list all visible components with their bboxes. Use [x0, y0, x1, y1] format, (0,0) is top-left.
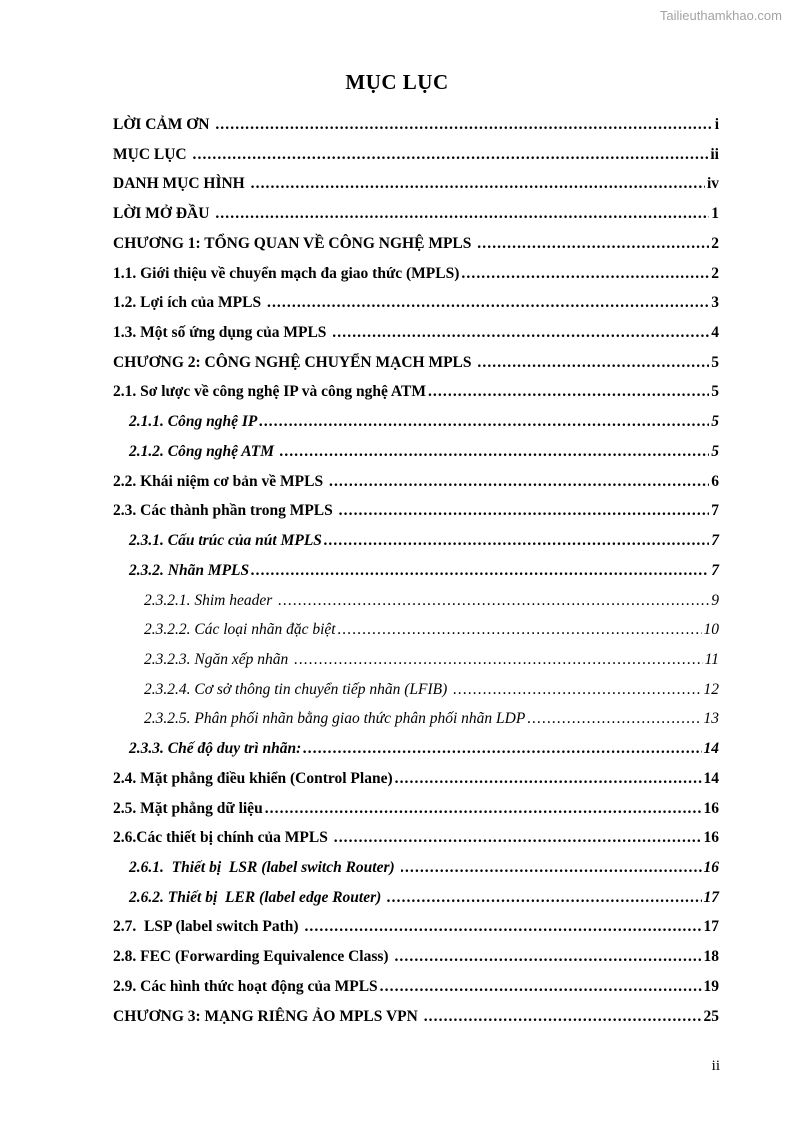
toc-entry-page: 7: [711, 561, 719, 579]
toc-entry: [113, 288, 719, 318]
dot-leader: [334, 823, 702, 853]
toc-entry-label: CHƯƠNG 3: MẠNG RIÊNG ẢO MPLS VPN: [113, 1007, 422, 1025]
toc-entry: [113, 437, 719, 467]
toc-entry-page: 1: [711, 205, 719, 223]
dot-leader: [424, 1002, 702, 1032]
toc-entry-label: CHƯƠNG 2: CÔNG NGHỆ CHUYỂN MẠCH MPLS: [113, 353, 476, 371]
toc-entry-page: 2: [711, 264, 719, 282]
toc-entry: [113, 348, 719, 378]
toc-entry: [113, 169, 719, 199]
toc-entry-page: 18: [703, 948, 719, 966]
toc-entry-page: ii: [710, 145, 719, 163]
toc-entry-page: 13: [703, 710, 719, 728]
toc-entry: [113, 110, 719, 140]
toc-entry-page: 9: [711, 591, 719, 609]
toc-entry-page: 7: [711, 532, 719, 550]
toc-entry-page: 5: [711, 413, 719, 431]
dot-leader: [395, 764, 702, 794]
toc-entry: [113, 407, 719, 437]
toc-entry-page: 5: [711, 353, 719, 371]
toc-entry: [113, 586, 719, 616]
toc-entry: [113, 199, 719, 229]
footer-page-number: ii: [711, 1058, 720, 1074]
toc-entry-page: 16: [703, 858, 719, 876]
toc-entry-label: 2.7. LSP (label switch Path): [113, 918, 303, 936]
toc-entry: [113, 704, 719, 734]
toc-entry-label: 2.3.2.4. Cơ sở thông tin chuyển tiếp nhãn (LFIB): [144, 680, 452, 698]
dot-leader: [278, 586, 709, 616]
page-title: MỤC LỤC: [345, 70, 449, 94]
toc-entry-page: 17: [703, 918, 719, 936]
toc-entry-label: 2.6.Các thiết bị chính của MPLS: [113, 829, 332, 847]
toc-entry-label: 1.1. Giới thiệu về chuyển mạch đa giao thức (MPLS): [113, 264, 460, 282]
toc-entry-label: 2.3.2.3. Ngăn xếp nhãn: [144, 650, 293, 668]
toc-entry-page: 25: [703, 1007, 719, 1025]
dot-leader: [215, 110, 712, 140]
dot-leader: [251, 169, 705, 199]
toc-entry-page: 19: [703, 977, 719, 995]
toc-entry-label: 2.3.2.2. Các loại nhãn đặc biệt: [144, 621, 336, 639]
toc-entry-label: 2.3.2.1. Shim header: [144, 591, 277, 609]
toc-entry: [113, 853, 719, 883]
toc-entry-label: 2.6.2. Thiết bị LER (label edge Router): [129, 888, 386, 906]
dot-leader: [329, 467, 709, 497]
toc-entry: [113, 259, 719, 289]
toc-entry-label: DANH MỤC HÌNH: [113, 175, 249, 193]
dot-leader: [324, 526, 709, 556]
toc-entry: [113, 645, 719, 675]
toc-entry-label: 2.4. Mặt phẳng điều khiển (Control Plane): [113, 769, 393, 787]
dot-leader: [394, 942, 701, 972]
toc-entry: [113, 764, 719, 794]
toc-entry-label: LỜI MỞ ĐẦU: [113, 205, 214, 223]
dot-leader: [477, 348, 709, 378]
toc-entry-label: CHƯƠNG 1: TỔNG QUAN VỀ CÔNG NGHỆ MPLS: [113, 234, 476, 252]
toc-entry-page: 7: [711, 502, 719, 520]
toc-entry: [113, 675, 719, 705]
toc-entry: [113, 467, 719, 497]
dot-leader: [387, 883, 701, 913]
toc-entry-page: 5: [711, 442, 719, 460]
dot-leader: [339, 496, 710, 526]
toc-entry: [113, 526, 719, 556]
dot-leader: [527, 704, 701, 734]
toc-entry-label: 2.3.3. Chế độ duy trì nhãn:: [129, 740, 302, 758]
toc-entry-label: 2.2. Khái niệm cơ bản về MPLS: [113, 472, 327, 490]
toc-entry: [113, 972, 719, 1002]
toc-entry-page: 2: [711, 234, 719, 252]
toc-entry-page: 16: [703, 829, 719, 847]
toc-entry: [113, 615, 719, 645]
toc-entry-label: 2.5. Mặt phẳng dữ liệu: [113, 799, 263, 817]
dot-leader: [259, 407, 709, 437]
dot-leader: [453, 675, 701, 705]
toc-entry: [113, 734, 719, 764]
toc-entry: [113, 883, 719, 913]
dot-leader: [294, 645, 703, 675]
toc-entry-page: 4: [711, 324, 719, 342]
toc-entry: [113, 229, 719, 259]
toc-entry-page: 6: [711, 472, 719, 490]
dot-leader: [215, 199, 709, 229]
dot-leader: [251, 556, 709, 586]
dot-leader: [401, 853, 702, 883]
dot-leader: [338, 615, 702, 645]
toc-entry-page: 16: [703, 799, 719, 817]
toc-entry-label: 2.9. Các hình thức hoạt động của MPLS: [113, 977, 378, 995]
toc-entry-page: 12: [703, 680, 719, 698]
toc-entry-label: 2.1.1. Công nghệ IP: [129, 413, 258, 431]
toc-entry-page: 14: [703, 740, 719, 758]
toc-entry: [113, 496, 719, 526]
dot-leader: [304, 912, 701, 942]
dot-leader: [265, 794, 702, 824]
toc-entry-label: 2.6.1. Thiết bị LSR (label switch Router): [129, 858, 399, 876]
toc-entry-label: LỜI CẢM ƠN: [113, 116, 214, 133]
toc-entry-page: 5: [711, 383, 719, 401]
dot-leader: [267, 288, 709, 318]
toc-entry-page: 3: [711, 294, 719, 312]
toc-entry-label: 2.1. Sơ lược về công nghệ IP và công nghệ ATM: [113, 383, 426, 401]
toc-entry: [113, 823, 719, 853]
toc-entry: [113, 912, 719, 942]
toc-entry: [113, 140, 719, 170]
toc-entry-label: 1.2. Lợi ích của MPLS: [113, 294, 265, 312]
dot-leader: [280, 437, 709, 467]
toc-entry-label: 2.3. Các thành phần trong MPLS: [113, 502, 337, 520]
toc-entry: [113, 377, 719, 407]
toc-entry: [113, 556, 719, 586]
dot-leader: [461, 259, 709, 289]
toc-entry-page: i: [714, 116, 719, 133]
dot-leader: [428, 377, 709, 407]
toc-entry-page: 11: [704, 650, 719, 668]
dot-leader: [193, 140, 709, 170]
toc-list: [113, 110, 719, 1031]
dot-leader: [332, 318, 709, 348]
toc-entry: [113, 794, 719, 824]
toc-entry-label: 1.3. Một số ứng dụng của MPLS: [113, 324, 331, 342]
toc-entry-label: 2.8. FEC (Forwarding Equivalence Class): [113, 948, 393, 966]
toc-entry-label: 2.1.2. Công nghệ ATM: [129, 442, 278, 460]
toc-entry-label: 2.3.2. Nhãn MPLS: [129, 561, 250, 579]
toc-entry-label: 2.3.1. Cấu trúc của nút MPLS: [129, 532, 322, 550]
watermark: Tailieuthamkhao.com: [659, 8, 782, 23]
toc-entry-page: iv: [706, 175, 719, 193]
toc-entry: [113, 942, 719, 972]
toc-entry-label: 2.3.2.5. Phân phối nhãn bằng giao thức phân phối nhãn LDP: [144, 710, 526, 728]
toc-entry-page: 10: [703, 621, 719, 639]
dot-leader: [477, 229, 709, 259]
toc-entry: [113, 1002, 719, 1032]
dot-leader: [380, 972, 702, 1002]
toc-entry-page: 14: [703, 769, 719, 787]
toc-entry-page: 17: [703, 888, 719, 906]
toc-entry: [113, 318, 719, 348]
dot-leader: [303, 734, 701, 764]
toc-entry-label: MỤC LỤC: [113, 145, 191, 163]
